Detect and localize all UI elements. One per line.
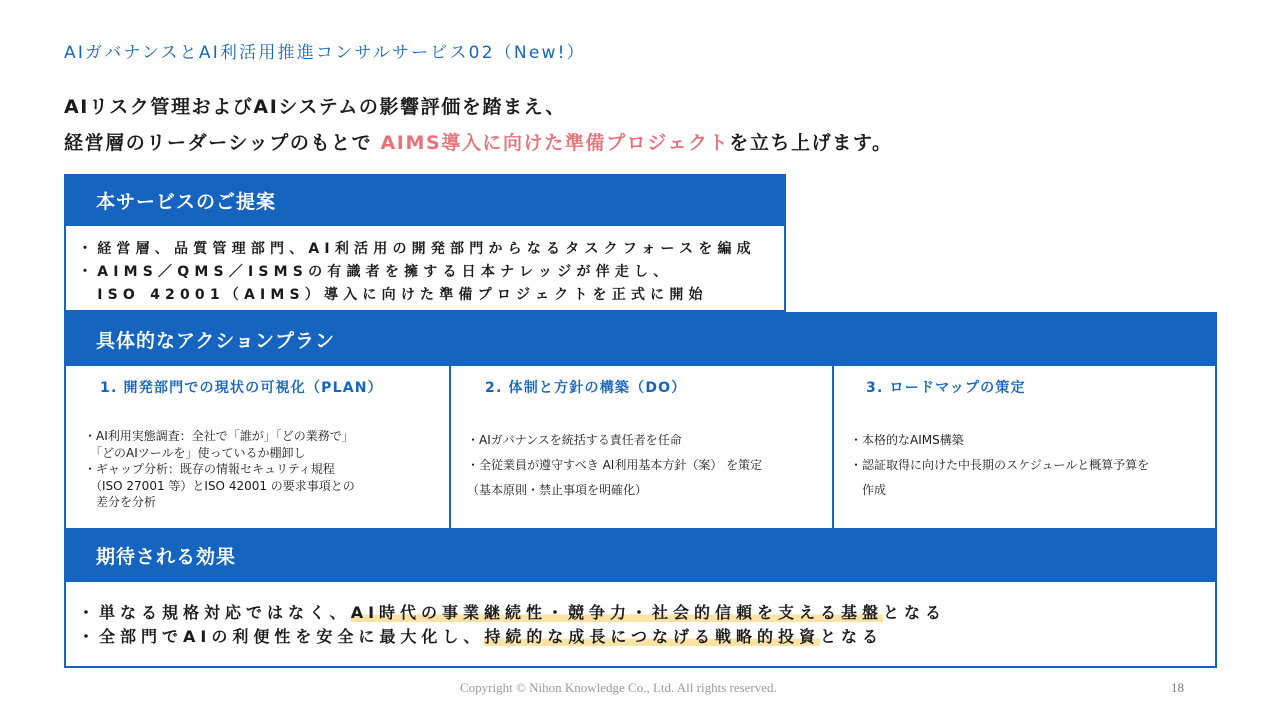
effect-2-prefix: ・全部門でAIの利便性を安全に最大化し、 — [78, 627, 485, 646]
effect-item-2 — [78, 625, 946, 649]
plan-line: 差分を分析 — [84, 495, 157, 509]
plan-column-1-body — [64, 408, 451, 530]
effects-list — [78, 601, 946, 649]
proposal-item: ・経営層、品質管理部門、AI利活用の開発部門からなるタスクフォースを編成 — [78, 241, 756, 257]
proposal-list — [78, 238, 756, 307]
plan-column-2-title: 2. 体制と方針の構築（DO） — [485, 380, 687, 396]
plan-line: ・認証取得に向けた中長期のスケジュールと概算予算を — [850, 458, 1150, 472]
proposal-item: ISO 42001（AIMS）導入に向けた準備プロジェクトを正式に開始 — [78, 287, 708, 303]
plan-line: ・ギャップ分析：既存の情報セキュリティ規程 — [84, 462, 335, 476]
plan-line: ・AI利用実態調査：全社で「誰が」「どの業務で」 — [84, 429, 354, 443]
plan-line: 「どのAIツールを」使っているか棚卸し — [84, 445, 306, 460]
effects-heading — [64, 528, 1217, 582]
effect-2-suffix: となる — [820, 627, 884, 646]
lead-line-1: AIリスク管理およびAIシステムの影響評価を踏まえ、 — [64, 96, 567, 118]
effect-2-highlight: 持続的な成長につなげる戦略的投資 — [484, 627, 821, 646]
action-plan-heading-text: 具体的なアクションプラン — [96, 329, 336, 352]
page-number: 18 — [1171, 680, 1184, 695]
plan-line: （基本原則・禁止事項を明確化） — [467, 483, 648, 497]
action-plan-heading — [64, 312, 1217, 366]
effects-heading-text: 期待される効果 — [96, 545, 237, 568]
plan-column-1-header — [64, 366, 451, 410]
plan-line: （ISO 27001 等）とISO 42001 の要求事項との — [84, 478, 355, 493]
plan-column-3-title: 3. ロードマップの策定 — [866, 380, 1026, 396]
plan-column-2-body — [449, 408, 834, 530]
plan-column-2-text — [467, 428, 762, 503]
plan-column-3-header — [832, 366, 1217, 410]
lead-line-2-suffix: を立ち上げます。 — [729, 132, 893, 154]
slide-title: AIガバナンスとAI利活用推進コンサルサービス02（New!） — [64, 43, 586, 63]
effect-item-1 — [78, 601, 946, 625]
plan-column-1-title: 1. 開発部門での現状の可視化（PLAN） — [100, 380, 383, 396]
plan-column-2-header — [449, 366, 834, 410]
effect-1-suffix: となる — [883, 603, 947, 622]
plan-line: ・本格的なAIMS構築 — [850, 433, 964, 447]
effect-1-prefix: ・単なる規格対応ではなく、 — [78, 603, 351, 622]
plan-line: ・AIガバナンスを統括する責任者を任命 — [467, 433, 682, 447]
copyright-footer: Copyright © Nihon Knowledge Co., Ltd. All rights reserved. — [460, 680, 777, 695]
plan-line: ・全従業員が遵守すべき AI利用基本方針（案） を策定 — [467, 458, 763, 472]
proposal-heading — [64, 174, 786, 226]
proposal-heading-text: 本サービスのご提案 — [96, 190, 277, 213]
proposal-item: ・AIMS／QMS／ISMSの有識者を擁する日本ナレッジが伴走し、 — [78, 264, 673, 280]
plan-line: 作成 — [850, 483, 887, 497]
effect-1-highlight: AI時代の事業継続性・競争力・社会的信頼を支える基盤 — [350, 603, 884, 622]
lead-line-2 — [64, 128, 893, 155]
plan-column-3-text — [850, 428, 1149, 503]
plan-column-3-body — [832, 408, 1217, 530]
plan-column-1-text — [84, 428, 355, 511]
lead-highlight: AIMS導入に向けた準備プロジェクト — [380, 132, 730, 154]
lead-line-2-prefix: 経営層のリーダーシップのもとで — [64, 132, 381, 154]
